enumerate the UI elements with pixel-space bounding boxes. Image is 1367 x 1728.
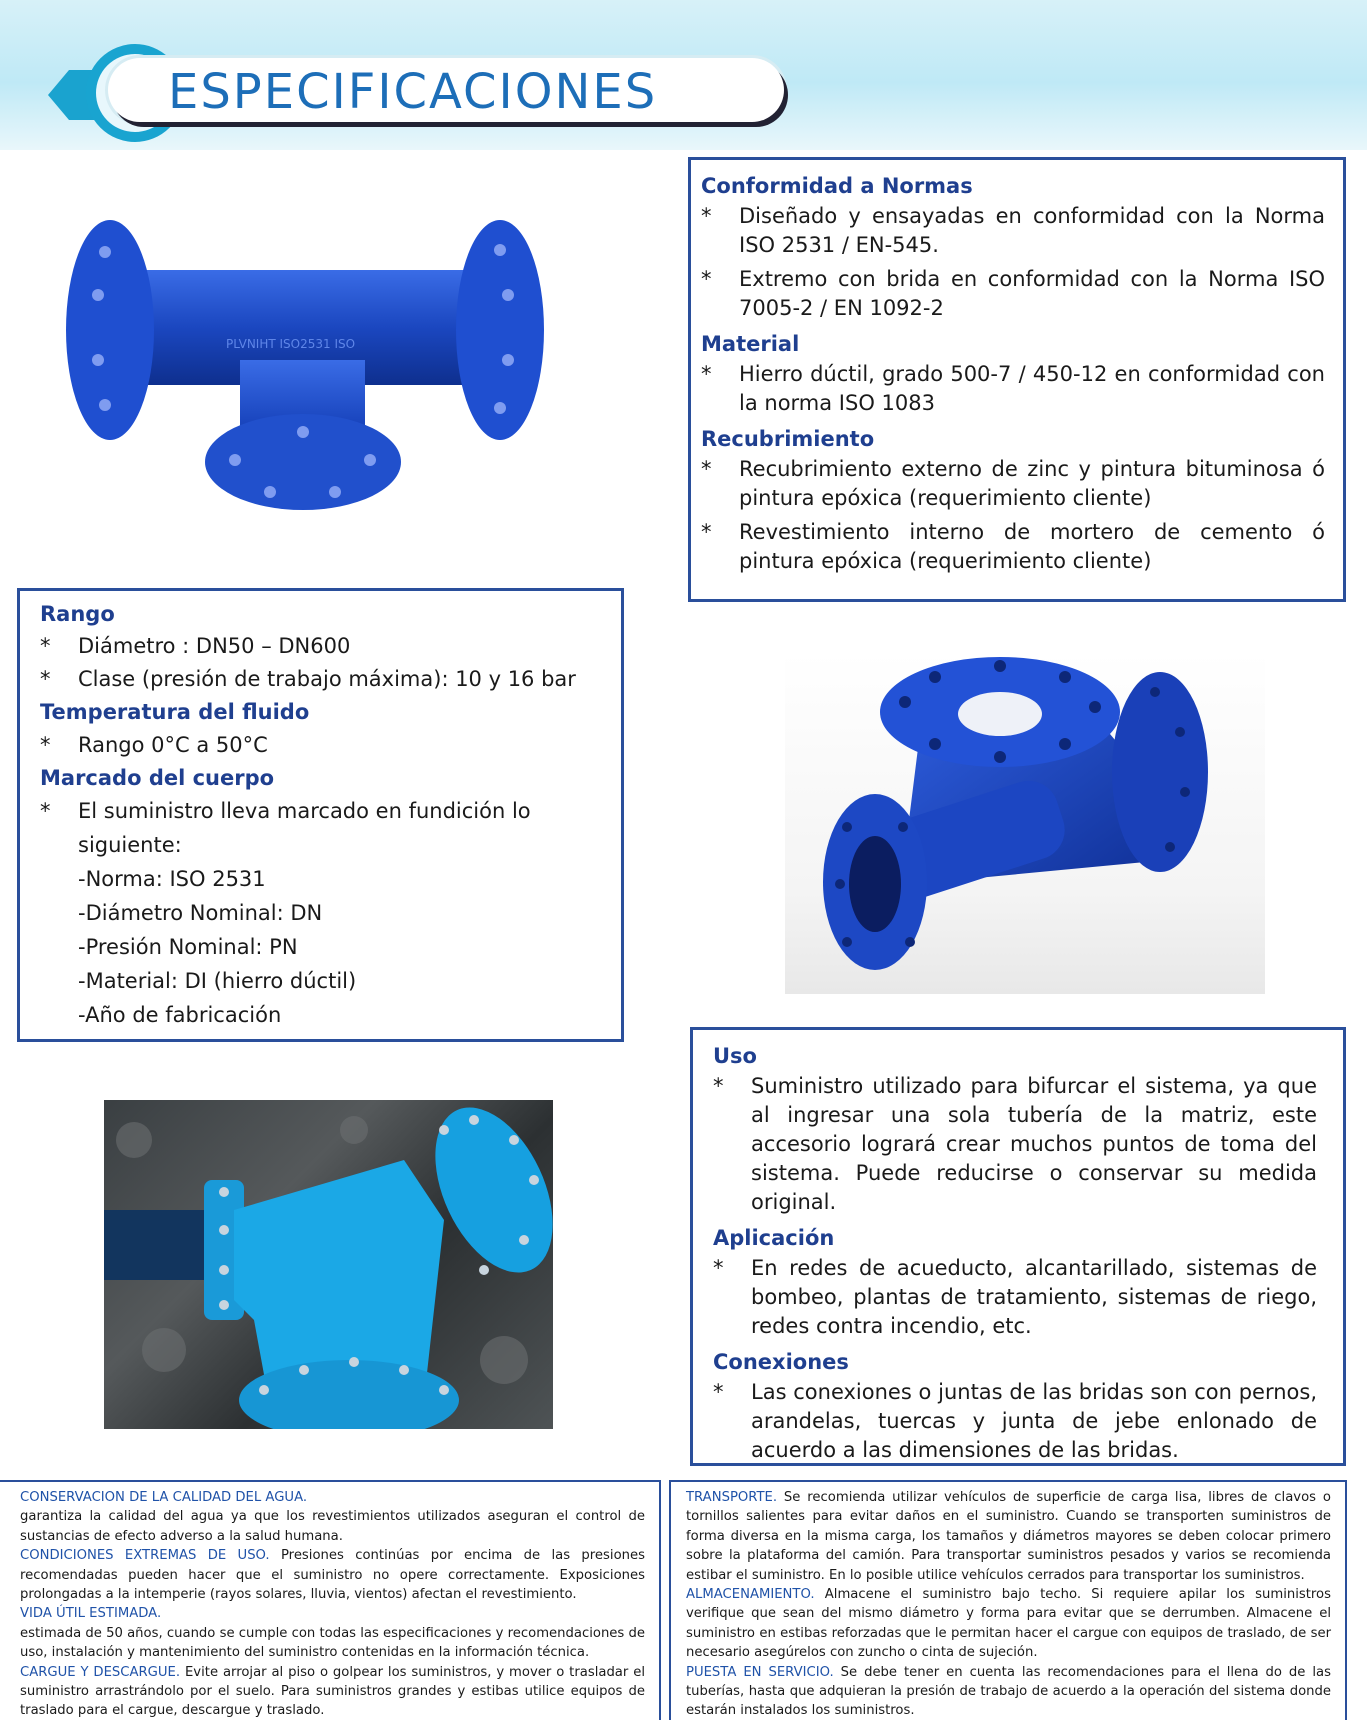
section-title: Material [701,332,800,356]
section-title: Rango [40,602,115,626]
casting-marking: PLVNIHT ISO2531 ISO [226,337,356,351]
header-banner [0,0,1367,150]
normas-box [688,157,1346,602]
page-title: ESPECIFICACIONES [168,64,658,120]
footer-right-box: TRANSPORTE. Se recomienda utilizar vehículos de superficie de carga lisa, libres de clavos o tornillos salientes para evitar daños en el suministro. Cuando se transporten suministros de forma diversa en la misma carga, los tamaños y diámetros mayores se deben colocar primero sobre la plataforma del camión. Para transportar suministros pesados y varios se recomienda estibar el suministro. En lo posible utilice vehículos cerrados para transportar los suministros. ALMACENAMIENTO. Almacene el suministro bajo techo. Si requiere apilar los suministros verifique que sean del mismo diámetro y forma para evitar que se derrumben. Almacene el suministro en estibas reforzadas que le permitan hacer el cargue con equipos de traslado, de ser necesario asegúrelos con zuncho o cinta de sujeción. PUESTA EN SERVICIO. Se debe tener en cuenta las recomendaciones para el llena do de las tuberías, hasta que adquieran la presión de trabajo de acuerdo a la operación del sistema donde estarán instalados los suministros. [669,1480,1347,1720]
sub-item: -Año de fabricación [78,1003,282,1027]
sub-item: -Norma: ISO 2531 [78,867,266,891]
section-title: Recubrimiento [701,427,875,451]
list-item: * El suministro lleva marcado en fundición lo siguiente: [40,799,531,857]
rango-box [17,588,624,1042]
list-item: * Revestimiento interno de mortero de cemento ó pintura epóxica (requerimiento cliente) [701,520,1325,573]
section-title: Conformidad a Normas [701,174,973,198]
section-title: Uso [713,1044,757,1068]
footer-left-box: CONSERVACION DE LA CALIDAD DEL AGUA. garantiza la calidad del agua ya que los revestimientos utilizados aseguran el control de sustancias de efecto adverso a la salud humana. CONDICIONES EXTREMAS DE USO. Presiones continúas por encima de las presiones recomendadas pueden hacer que el suministro no opere correctamente. Exposiciones prolongadas a la intemperie (rayos solares, lluvia, vientos) afectan el revestimiento. VIDA ÚTIL ESTIMADA. estimada de 50 años, cuando se cumple con todas las especificaciones y recomendaciones de uso, instalación y mantenimiento del suministro contenidas en la información técnica. CARGUE Y DESCARGUE. Evite arrojar al piso o golpear los suministros, y mover o trasladar el suministro arrastrándolo por el suelo. Para suministros grandes y estibas utilice equipos de traslado para el cargue, descargue y traslado. [0,1480,661,1720]
list-item: * Suministro utilizado para bifurcar el sistema, ya que al ingresar una sola tubería de la matriz, este accesorio logrará crear muchos puntos de toma del sistema. Puede reducirse o conservar su medida original. [713,1074,1317,1214]
list-item: * Diseñado y ensayadas en conformidad con la Norma ISO 2531 / EN-545. [701,204,1325,257]
section-title: Conexiones [713,1350,849,1374]
tee-photo-1 [30,170,590,540]
list-item: * Diámetro : DN50 – DN600 [40,634,351,658]
installed-tee-photo [104,1100,553,1429]
list-item: * Clase (presión de trabajo máxima): 10 y 16 bar [40,667,576,691]
section-title: Aplicación [713,1226,835,1250]
list-item: * Las conexiones o juntas de las bridas son con pernos, arandelas, tuercas y junta de jebe enlonado de acuerdo a las dimensiones de las bridas. [713,1380,1317,1462]
list-item: * Recubrimiento externo de zinc y pintura bituminosa ó pintura epóxica (requerimiento cliente) [701,457,1325,510]
uso-box [690,1027,1346,1466]
section-title: Marcado del cuerpo [40,766,275,790]
sub-item: -Diámetro Nominal: DN [78,901,323,925]
list-item: * Rango 0°C a 50°C [40,733,268,757]
list-item: * Extremo con brida en conformidad con la Norma ISO 7005-2 / EN 1092-2 [701,267,1325,320]
tee-photo-2 [785,652,1265,994]
sub-item: -Presión Nominal: PN [78,935,298,959]
list-item: * En redes de acueducto, alcantarillado, sistemas de bombeo, plantas de tratamiento, sistemas de riego, redes contra incendio, etc. [713,1256,1317,1338]
section-title: Temperatura del fluido [40,700,310,724]
list-item: * Hierro dúctil, grado 500-7 / 450-12 en conformidad con la norma ISO 1083 [701,362,1325,415]
sub-item: -Material: DI (hierro dúctil) [78,969,357,993]
